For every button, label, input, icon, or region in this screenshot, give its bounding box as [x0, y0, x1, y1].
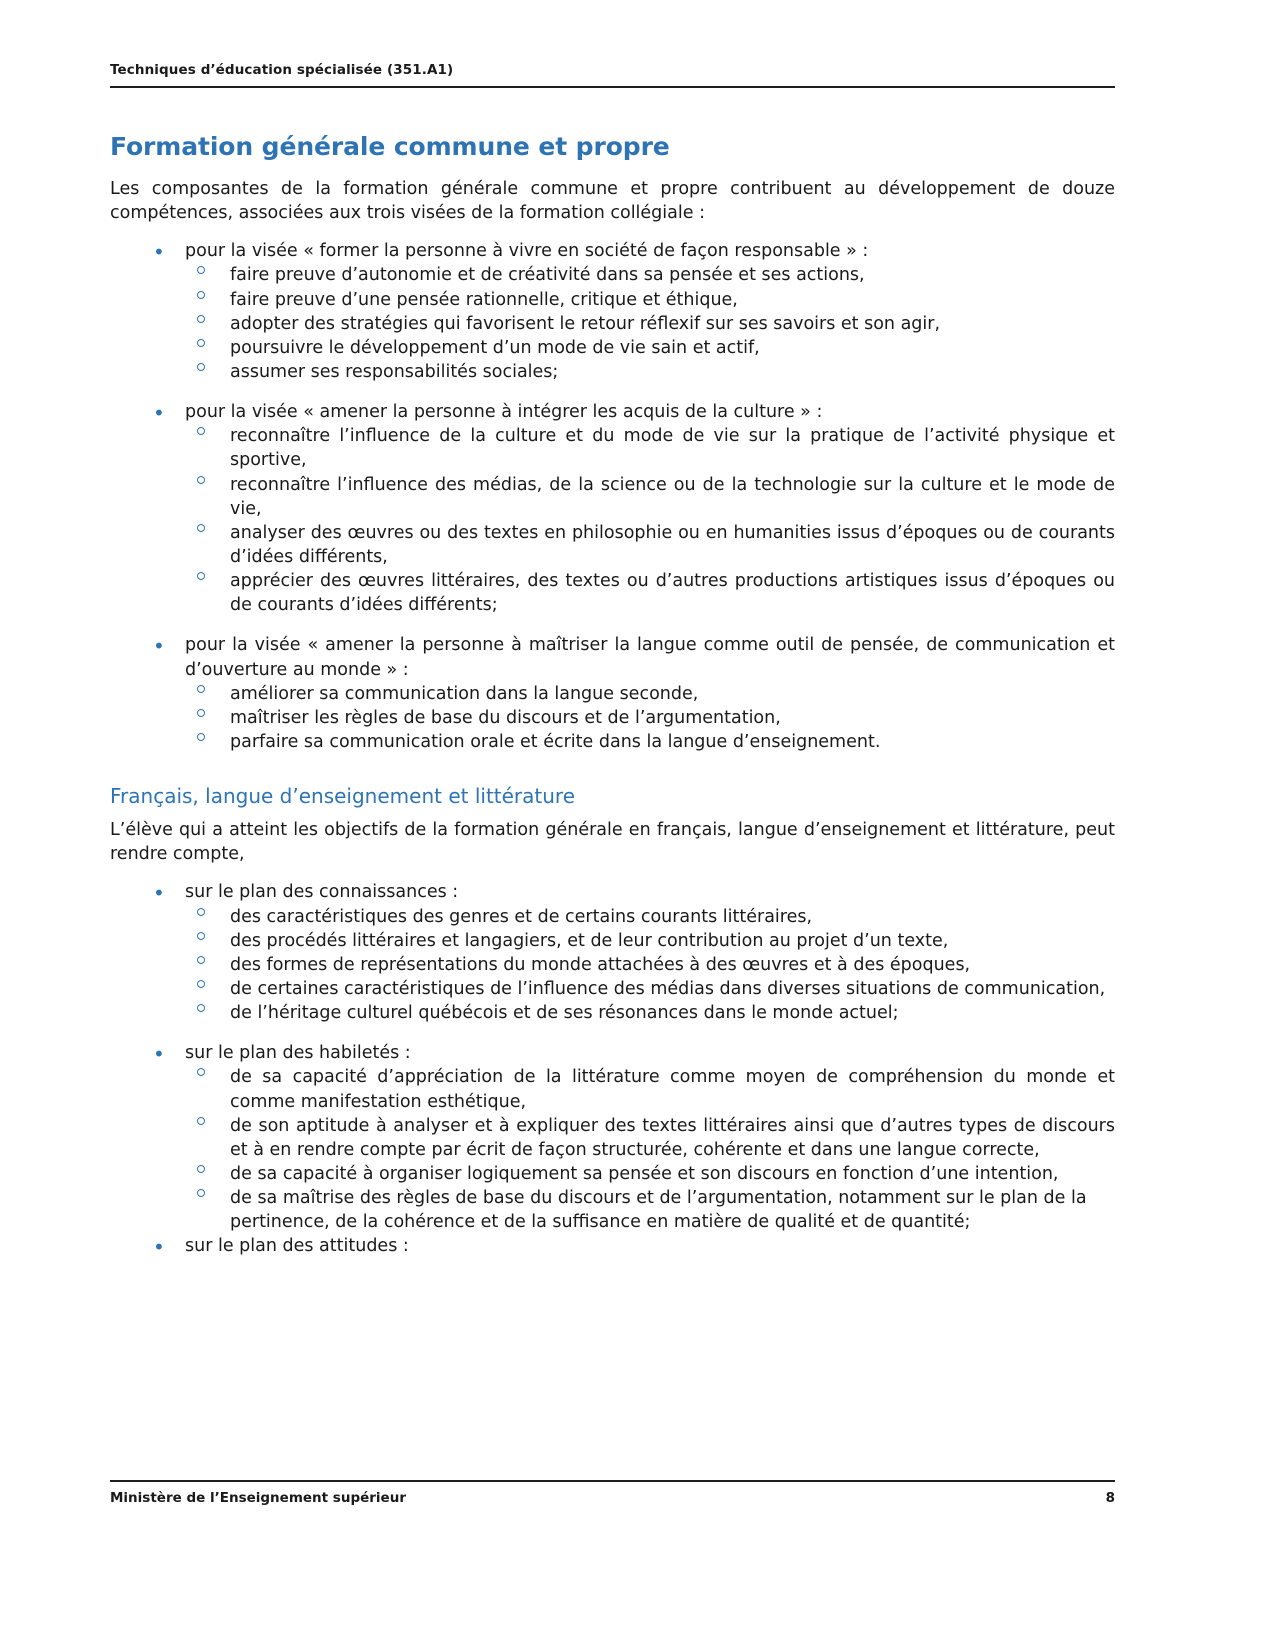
sub-item-text: adopter des stratégies qui favorisent le retour réflexif sur ses savoirs et son agir,: [230, 313, 941, 334]
circle-bullet-icon: [197, 956, 205, 964]
sub-item-text: des caractéristiques des genres et de certains courants littéraires,: [230, 906, 813, 927]
page-footer: [110, 1480, 1115, 1506]
list-item: [185, 263, 1115, 287]
list-item: [110, 633, 1115, 754]
list-spacer: [110, 1025, 1115, 1041]
list-item: [110, 400, 1115, 617]
sub-item-text: faire preuve d’une pensée rationnelle, critique et éthique,: [230, 289, 738, 310]
circle-bullet-icon: [197, 685, 205, 693]
sub-item-text: améliorer sa communication dans la langue seconde,: [230, 683, 699, 704]
bullet-lead-text: sur le plan des attitudes :: [185, 1236, 409, 1257]
sub-list: [185, 682, 1115, 754]
circle-bullet-icon: [197, 572, 205, 580]
list-item: [185, 977, 1115, 1001]
list-item: [110, 239, 1115, 384]
bullet-lead-text: pour la visée « former la personne à vivre en société de façon responsable » :: [185, 241, 869, 262]
circle-bullet-icon: [197, 908, 205, 916]
sub-item-text: reconnaître l’influence de la culture et du mode de vie sur la pratique de l’activité physique et sportive,: [230, 426, 1115, 471]
list-item: [110, 1234, 1115, 1258]
circle-bullet-icon: [197, 315, 205, 323]
sub-item-text: des procédés littéraires et langagiers, et de leur contribution au projet d’un texte,: [230, 930, 949, 951]
bullet-dot-icon: •: [153, 240, 165, 265]
circle-bullet-icon: [197, 733, 205, 741]
page-content: [110, 132, 1115, 1258]
list-item: [185, 682, 1115, 706]
list-item: [185, 706, 1115, 730]
circle-bullet-icon: [197, 1004, 205, 1012]
sub-item-text: analyser des œuvres ou des textes en philosophie ou en humanities issus d’époques ou de courants d’idées différents,: [230, 522, 1115, 567]
circle-bullet-icon: [197, 1117, 205, 1125]
section-title-francais: Français, langue d’enseignement et littérature: [110, 784, 576, 809]
sub-item-text: parfaire sa communication orale et écrite dans la langue d’enseignement.: [230, 731, 881, 752]
sub-item-text: de sa capacité à organiser logiquement sa pensée et son discours en fonction d’une intention,: [230, 1163, 1059, 1184]
header-program-title: Techniques d’éducation spécialisée (351.A1): [110, 62, 454, 78]
sub-item-text: reconnaître l’influence des médias, de la science ou de la technologie sur la culture et le mode de vie,: [230, 474, 1115, 519]
list-item: [185, 569, 1115, 617]
section2-bullet-list: [110, 880, 1115, 1258]
bullet-dot-icon: •: [153, 1042, 165, 1067]
bullet-dot-icon: •: [153, 881, 165, 906]
list-spacer: [110, 617, 1115, 633]
list-item: [185, 1186, 1115, 1234]
sub-item-text: de certaines caractéristiques de l’influence des médias dans diverses situations de communication,: [230, 978, 1106, 999]
sub-item-text: de sa maîtrise des règles de base du discours et de l’argumentation, notamment sur le plan de la pertinence, de la cohérence et de la suffisance en matière de qualité et de quantité;: [230, 1188, 1087, 1233]
footer-ministry: Ministère de l’Enseignement supérieur: [110, 1490, 406, 1506]
circle-bullet-icon: [197, 1068, 205, 1076]
list-item: [185, 1001, 1115, 1025]
sub-item-text: assumer ses responsabilités sociales;: [230, 361, 559, 382]
sub-item-text: faire preuve d’autonomie et de créativité dans sa pensée et ses actions,: [230, 265, 865, 286]
list-item: [185, 288, 1115, 312]
page-title: Formation générale commune et propre: [110, 132, 670, 161]
sub-list: [185, 905, 1115, 1026]
sub-item-text: de l’héritage culturel québécois et de ses résonances dans le monde actuel;: [230, 1003, 899, 1024]
sub-item-text: apprécier des œuvres littéraires, des textes ou d’autres productions artistiques issus d’époques ou de courants d’idées différents;: [230, 571, 1115, 616]
circle-bullet-icon: [197, 363, 205, 371]
list-item: [110, 1041, 1115, 1234]
list-item: [185, 1114, 1115, 1162]
main-intro-paragraph: Les composantes de la formation générale commune et propre contribuent au développement de douze compétences, associées aux trois visées de la formation collégiale :: [110, 179, 1115, 224]
bullet-dot-icon: •: [153, 634, 165, 659]
list-item: [185, 312, 1115, 336]
footer-page-number: 8: [1105, 1490, 1115, 1506]
list-item: [185, 905, 1115, 929]
circle-bullet-icon: [197, 266, 205, 274]
page-header: [110, 62, 1115, 88]
circle-bullet-icon: [197, 709, 205, 717]
bullet-lead-text: sur le plan des habiletés :: [185, 1043, 411, 1064]
list-item: [185, 730, 1115, 754]
bullet-lead-text: sur le plan des connaissances :: [185, 882, 459, 903]
bullet-lead-text: pour la visée « amener la personne à maîtriser la langue comme outil de pensée, de communication et d’ouverture au monde » :: [185, 635, 1115, 680]
bullet-dot-icon: •: [153, 1235, 165, 1260]
circle-bullet-icon: [197, 932, 205, 940]
list-item: [110, 880, 1115, 1025]
circle-bullet-icon: [197, 1189, 205, 1197]
circle-bullet-icon: [197, 476, 205, 484]
list-item: [185, 424, 1115, 472]
bullet-dot-icon: •: [153, 401, 165, 426]
sub-item-text: de sa capacité d’appréciation de la littérature comme moyen de compréhension du monde et comme manifestation esthétique,: [230, 1067, 1115, 1112]
main-bullet-list: [110, 239, 1115, 754]
circle-bullet-icon: [197, 524, 205, 532]
circle-bullet-icon: [197, 291, 205, 299]
sub-list: [185, 263, 1115, 384]
circle-bullet-icon: [197, 980, 205, 988]
sub-list: [185, 1065, 1115, 1234]
bullet-lead-text: pour la visée « amener la personne à intégrer les acquis de la culture » :: [185, 402, 823, 423]
circle-bullet-icon: [197, 427, 205, 435]
sub-item-text: des formes de représentations du monde attachées à des œuvres et à des époques,: [230, 954, 971, 975]
section2-intro-paragraph: L’élève qui a atteint les objectifs de la formation générale en français, langue d’enseignement et littérature, peut rendre compte,: [110, 820, 1115, 865]
sub-item-text: poursuivre le développement d’un mode de vie sain et actif,: [230, 337, 760, 358]
list-spacer: [110, 384, 1115, 400]
list-item: [185, 521, 1115, 569]
sub-list: [185, 424, 1115, 617]
header-divider: [110, 86, 1115, 88]
list-item: [185, 953, 1115, 977]
sub-item-text: de son aptitude à analyser et à expliquer des textes littéraires ainsi que d’autres types de discours et à en rendre compte par écrit de façon structurée, cohérente et dans une langue correcte,: [230, 1115, 1115, 1160]
list-item: [185, 336, 1115, 360]
circle-bullet-icon: [197, 1165, 205, 1173]
circle-bullet-icon: [197, 339, 205, 347]
list-item: [185, 1065, 1115, 1113]
list-item: [185, 929, 1115, 953]
list-item: [185, 1162, 1115, 1186]
list-item: [185, 360, 1115, 384]
list-item: [185, 473, 1115, 521]
sub-item-text: maîtriser les règles de base du discours et de l’argumentation,: [230, 707, 781, 728]
